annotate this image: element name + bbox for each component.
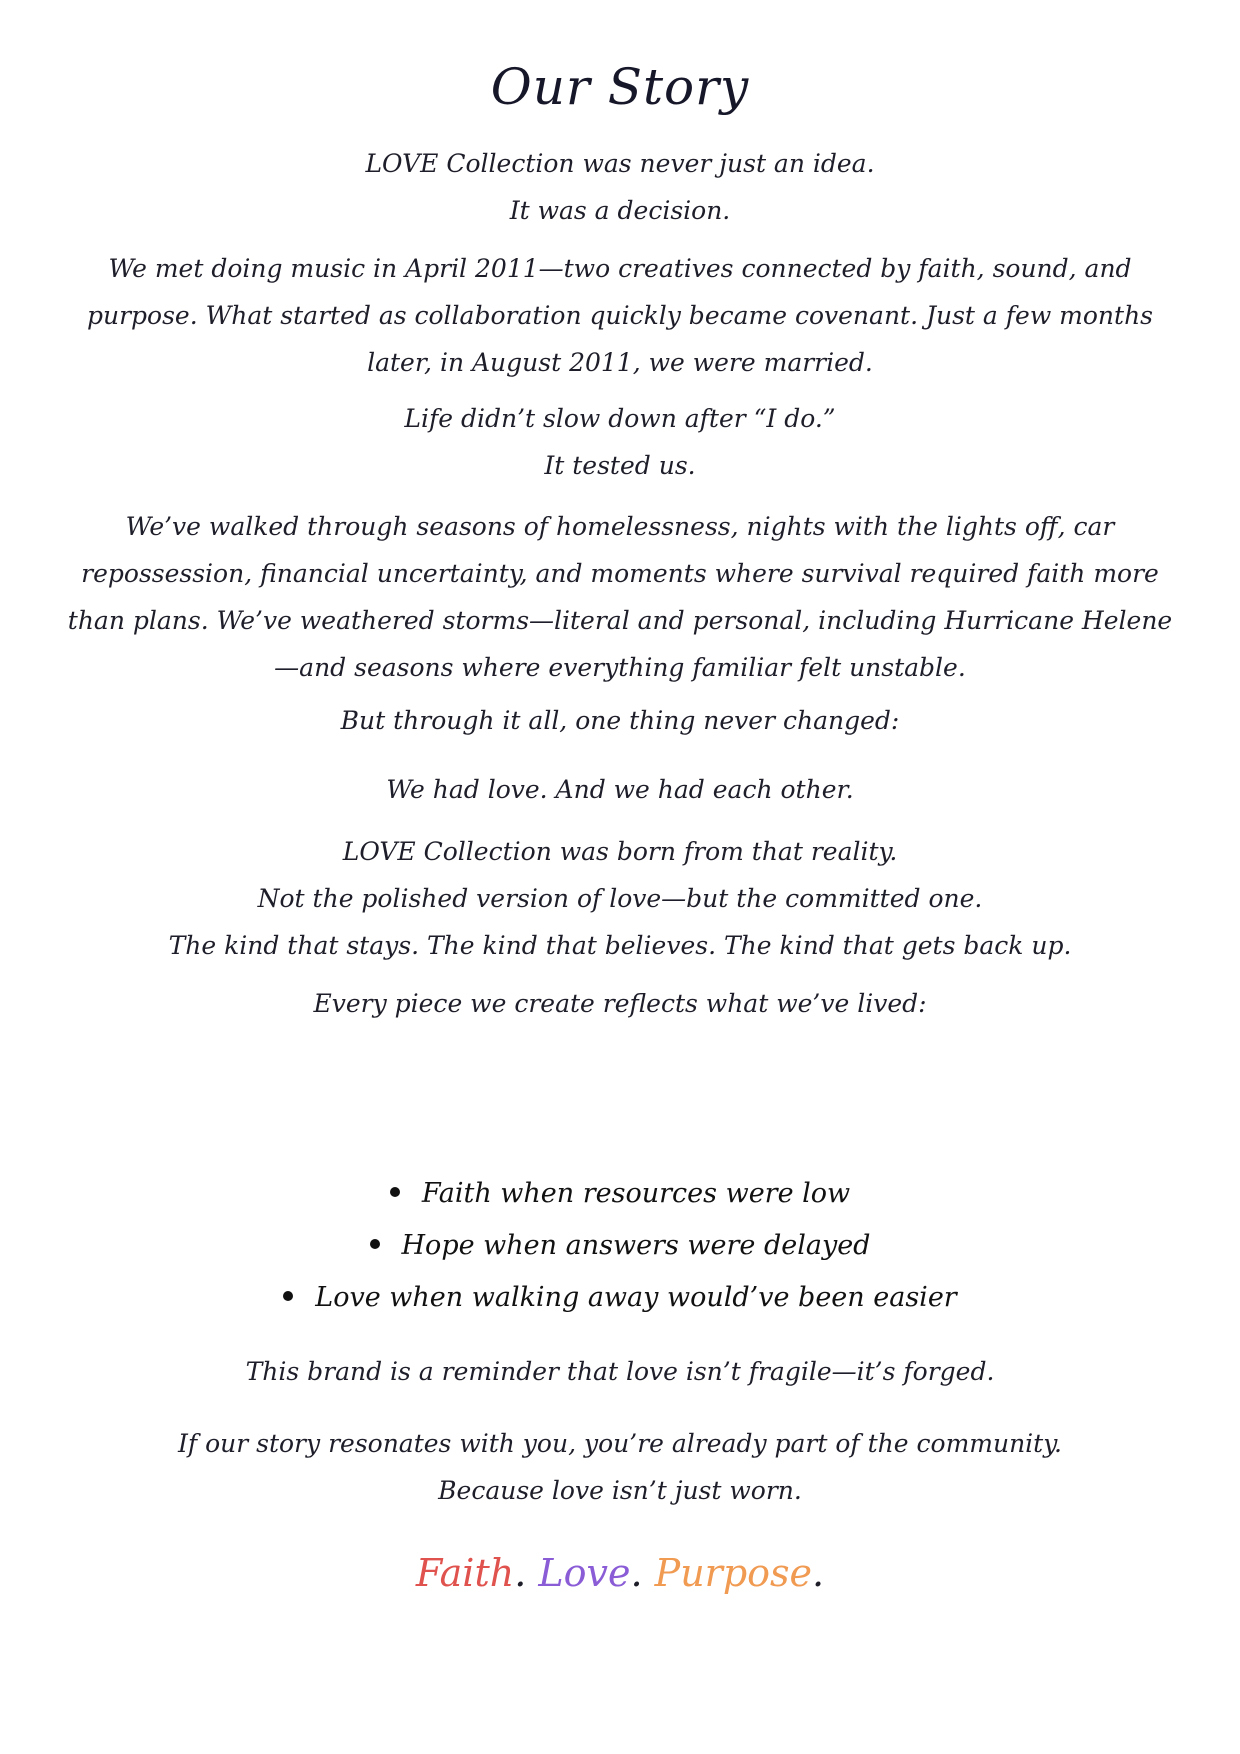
life-line: Life didn’t slow down after “I do.” (404, 404, 836, 433)
tagline-separator: . (812, 1551, 825, 1595)
born-line: Not the polished version of love—but the committed one. (257, 884, 983, 913)
page-title: Our Story (490, 58, 750, 116)
tagline-separator: . (514, 1551, 527, 1595)
born-line: The kind that stays. The kind that believes. The kind that gets back up. (168, 931, 1072, 960)
every-piece-text: Every piece we create reflects what we’ve lived: (313, 989, 927, 1018)
bullet-icon (283, 1291, 293, 1301)
tagline-purpose: Purpose (654, 1551, 813, 1595)
met-text: We met doing music in April 2011—two creatives connected by faith, sound, and purpose. What started as collaboration quickly became covenant. Just a few months later, in August 2011, we were married. (86, 254, 1154, 377)
brand-tagline (0, 1551, 1240, 1595)
born-paragraph (58, 828, 1182, 969)
intro-line: LOVE Collection was never just an idea. (365, 149, 875, 178)
met-paragraph (58, 245, 1182, 386)
life-paragraph (58, 395, 1182, 489)
closing-line: Because love isn’t just worn. (438, 1476, 802, 1505)
closing-line: If our story resonates with you, you’re already part of the community. (178, 1429, 1062, 1458)
intro-line: It was a decision. (509, 196, 731, 225)
intro-paragraph (58, 140, 1182, 234)
had-love-text: We had love. And we had each other. (386, 775, 854, 804)
through-paragraph (58, 697, 1182, 744)
bullet-icon (370, 1239, 380, 1249)
reminder-paragraph (58, 1348, 1182, 1395)
through-text: But through it all, one thing never changed: (340, 706, 900, 735)
bullet-icon (390, 1187, 400, 1197)
list-item (0, 1168, 1240, 1220)
walked-paragraph (58, 503, 1182, 691)
closing-paragraph (58, 1420, 1182, 1514)
born-line: LOVE Collection was born from that reality. (342, 837, 898, 866)
list-item-text: Love when walking away would’ve been easier (315, 1282, 957, 1313)
had-love-paragraph (58, 766, 1182, 813)
reminder-text: This brand is a reminder that love isn’t fragile—it’s forged. (245, 1357, 995, 1386)
list-item (0, 1272, 1240, 1324)
tagline-faith: Faith (415, 1551, 515, 1595)
walked-text: We’ve walked through seasons of homelessness, nights with the lights off, car repossession, financial uncertainty, and moments where survival required faith more than plans. We’ve weathered storms—literal and personal, including Hurricane Helene—and seasons where everything familiar felt unstable. (67, 512, 1173, 682)
every-piece-paragraph (58, 980, 1182, 1027)
list-item (0, 1220, 1240, 1272)
tagline-separator: . (630, 1551, 643, 1595)
life-line: It tested us. (544, 451, 696, 480)
values-list (0, 1168, 1240, 1324)
list-item-text: Hope when answers were delayed (401, 1230, 871, 1261)
list-item-text: Faith when resources were low (421, 1178, 851, 1209)
tagline-love: Love (538, 1551, 631, 1595)
